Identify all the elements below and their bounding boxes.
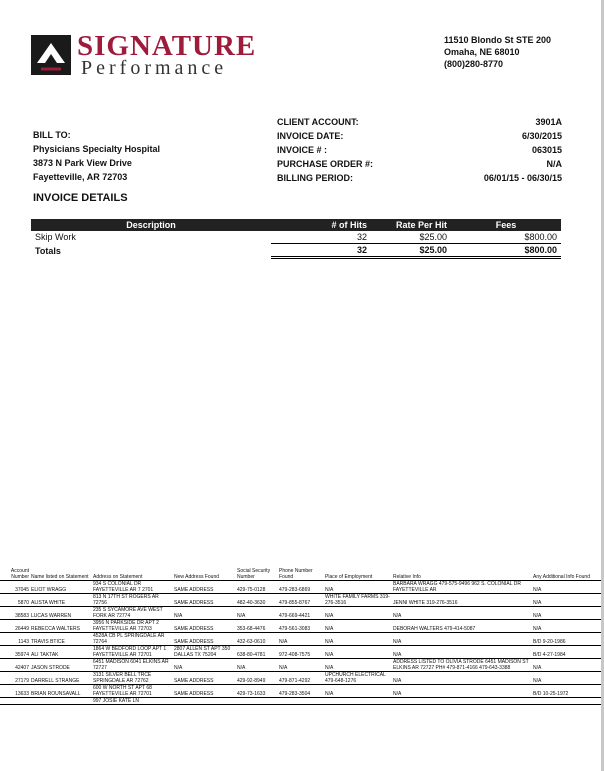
company-address-line1: 11510 Blondo St STE 200 (444, 35, 552, 45)
invoice-meta-values (484, 115, 562, 185)
table-cell: 3131 SILVER BELL TRCE SPRINGDALE AR 72762 (92, 672, 173, 685)
totals-fees: $800.00 (451, 244, 561, 258)
table-cell: DARRELL STRANGE (30, 672, 92, 685)
bill-to-block (33, 128, 160, 184)
table-cell: 479-871-4292 (278, 672, 324, 685)
table-cell: SAME ADDRESS (173, 633, 236, 646)
table-cell (324, 698, 392, 705)
table-cell: N/A (392, 646, 532, 659)
table-cell: N/A (324, 685, 392, 698)
table-cell: 38583 (0, 607, 30, 620)
table-cell: 432-63-0610 (236, 633, 278, 646)
table-cell: 1143 (0, 633, 30, 646)
table-cell: SAME ADDRESS (173, 685, 236, 698)
table-row (0, 607, 604, 620)
table-cell: N/A (173, 659, 236, 672)
totals-hits: 32 (271, 244, 371, 258)
table-cell: 27179 (0, 672, 30, 685)
table-cell: B/D 9-20-1986 (532, 633, 604, 646)
detail-header-row (0, 568, 604, 581)
meta-value: 6/30/2015 (521, 131, 562, 141)
table-cell: 813 N 17TH ST ROGERS AR 72756 (92, 594, 173, 607)
company-address (444, 34, 551, 70)
table-cell: N/A (392, 672, 532, 685)
rate-cell: $25.00 (419, 232, 447, 242)
table-cell: SAME ADDRESS (173, 594, 236, 607)
fees-cell: $800.00 (524, 232, 557, 242)
table-cell: N/A (324, 646, 392, 659)
table-cell: TRAVIS BTICE (30, 633, 92, 646)
table-cell (30, 698, 92, 705)
table-cell: N/A (236, 659, 278, 672)
table-row (0, 672, 604, 685)
table-cell: N/A (324, 581, 392, 594)
column-header: Relative Info (392, 568, 532, 581)
table-cell: 42407 (0, 659, 30, 672)
table-cell: SAME ADDRESS (173, 620, 236, 633)
table-cell: 1864 W BEDFORD LOOP APT 1 FAYETTEVILLE AR 72701 (92, 646, 173, 659)
table-cell (0, 698, 30, 705)
table-cell: SAME ADDRESS (173, 581, 236, 594)
company-address-line2: Omaha, NE 68010 (444, 47, 520, 57)
table-cell: 3956 N PARKSIDE DR APT 2 FAYETTEVILLE AR 72703 (92, 620, 173, 633)
table-row (0, 698, 604, 705)
table-cell: N/A (532, 672, 604, 685)
column-header: Account Number (0, 568, 30, 581)
table-cell: 26449 (0, 620, 30, 633)
table-cell: 479-283-3504 (278, 685, 324, 698)
table-cell: N/A (532, 607, 604, 620)
meta-label: CLIENT ACCOUNT: (277, 117, 359, 127)
meta-value: N/A (546, 159, 562, 169)
invoice-meta-labels (277, 115, 373, 185)
signature-logo-mark (31, 35, 71, 75)
column-header: Any Additional Info Found (532, 568, 604, 581)
meta-label: BILLING PERIOD: (277, 173, 353, 183)
table-cell: N/A (532, 659, 604, 672)
table-cell (236, 698, 278, 705)
table-cell: DEBORAH WALTERS 479-414-5087 (392, 620, 532, 633)
table-cell: REBECCA WALTERS (30, 620, 92, 633)
table-cell: 235 S SYCAMORE AVE WEST FORK AR 72774 (92, 607, 173, 620)
description-cell: Skip Work (35, 232, 76, 243)
company-logo (31, 30, 277, 81)
invoice-details-title: INVOICE DETAILS (33, 192, 128, 204)
table-cell: 482-40-3630 (236, 594, 278, 607)
column-header: Rate Per Hit (371, 219, 451, 231)
meta-label: PURCHASE ORDER #: (277, 159, 374, 169)
table-row (0, 581, 604, 594)
table-cell: B/D 4-27-1984 (532, 646, 604, 659)
table-row (0, 633, 604, 646)
table-cell: N/A (324, 633, 392, 646)
table-cell: 429-92-8949 (236, 672, 278, 685)
table-cell: 35974 (0, 646, 30, 659)
table-cell: 4528A CB PL SPRINGDALE AR 72764 (92, 633, 173, 646)
table-cell: BARBARA WRAGG 479-575-9496 962 S. COLONIAL DR FAYETTEVILLE AR (392, 581, 532, 594)
table-cell: 37045 (0, 581, 30, 594)
table-cell: B/D 10-25-1972 (532, 685, 604, 698)
column-header: # of Hits (271, 219, 371, 231)
table-cell: N/A (324, 659, 392, 672)
logo-text-performance: Performance (81, 57, 228, 79)
column-header: Description (31, 219, 271, 231)
table-row (0, 594, 604, 607)
table-cell: N/A (532, 581, 604, 594)
table-cell: 353-68-4476 (236, 620, 278, 633)
table-cell: 479-855-8767 (278, 594, 324, 607)
table-cell (532, 698, 604, 705)
table-row (0, 620, 604, 633)
meta-value: 06/01/15 - 06/30/15 (483, 173, 562, 183)
table-cell: LUCAS WARREN (30, 607, 92, 620)
table-cell: JASON STRODE (30, 659, 92, 672)
table-cell: BRIAN ROUNSAVALL (30, 685, 92, 698)
table-cell: 2807 ALLEN ST APT 350 DALLAS TX 75204 (173, 646, 236, 659)
table-cell: 5870 (0, 594, 30, 607)
invoice-line-row (31, 231, 561, 244)
table-cell: 638-80-4781 (236, 646, 278, 659)
table-cell: 429-75-0128 (236, 581, 278, 594)
invoice-table (31, 219, 561, 259)
table-cell: ALISTA WHITE (30, 594, 92, 607)
table-cell: N/A (392, 633, 532, 646)
table-cell: 600 W NORTH ST APT 68 FAYETTEVILLE AR 72701 (92, 685, 173, 698)
totals-rate: $25.00 (371, 244, 451, 258)
table-cell: 479-669-4421 (278, 607, 324, 620)
table-cell: N/A (278, 659, 324, 672)
table-cell (392, 698, 532, 705)
table-cell: 6451 MADISON 6041 ELKINS AR 72727 (92, 659, 173, 672)
table-cell: N/A (173, 607, 236, 620)
table-cell: 934 S COLONIAL DR FAYETTEVILLE AR 7 2701 (92, 581, 173, 594)
column-header: Name listed on Statement (30, 568, 92, 581)
table-cell: N/A (392, 607, 532, 620)
skip-detail-table (0, 568, 604, 705)
meta-label: INVOICE # : (277, 145, 328, 155)
logo-text-signature: SIGNATURE (77, 30, 257, 62)
table-cell: 479-561-3083 (278, 620, 324, 633)
table-cell: N/A (392, 685, 532, 698)
table-cell: N/A (324, 620, 392, 633)
bill-to-city: Fayetteville, AR 72703 (33, 172, 128, 182)
bill-to-name: Physicians Specialty Hospital (33, 144, 161, 154)
table-cell: N/A (278, 633, 324, 646)
bill-to-label: BILL TO: (33, 130, 71, 140)
table-cell (278, 698, 324, 705)
table-cell: UPCHURCH ELECTRICAL 479-648-1276 (324, 672, 392, 685)
table-cell: N/A (236, 607, 278, 620)
table-cell: N/A (324, 607, 392, 620)
column-header: Fees (451, 219, 561, 231)
table-cell: N/A (532, 594, 604, 607)
table-cell: 972-408-7575 (278, 646, 324, 659)
table-cell: ADDRESS LISTED TO OLIVIA STRODE 6451 MADISON ST ELKINS AR 72727 PH# 479-871-4166 479-643-3388 (392, 659, 532, 672)
table-cell: WHITE FAMILY FARMS 319-276-3516 (324, 594, 392, 607)
table-cell (173, 698, 236, 705)
meta-value: 3901A (535, 117, 562, 127)
table-row (0, 659, 604, 672)
table-row (0, 685, 604, 698)
table-row (0, 646, 604, 659)
table-cell: 479-283-6869 (278, 581, 324, 594)
table-cell: ELIOT WRAGG (30, 581, 92, 594)
column-header: Address on Statement (92, 568, 173, 581)
table-cell: 429-73-1633 (236, 685, 278, 698)
totals-label: Totals (35, 245, 61, 256)
column-header: Phone Number Found (278, 568, 324, 581)
table-cell: N/A (532, 620, 604, 633)
meta-value: 063015 (531, 145, 562, 155)
column-header: New Address Found (173, 568, 236, 581)
meta-label: INVOICE DATE: (277, 131, 344, 141)
invoice-totals-row (31, 244, 561, 258)
table-cell: ALI TAKTAK (30, 646, 92, 659)
column-header: Social Security Number (236, 568, 278, 581)
table-cell: 13633 (0, 685, 30, 698)
table-cell: 997 JOSIE KATE LN (92, 698, 173, 705)
table-cell: JENNI WHITE 319-276-3516 (392, 594, 532, 607)
company-phone: (800)280-8770 (444, 59, 504, 69)
bill-to-street: 3873 N Park View Drive (33, 158, 132, 168)
column-header: Place of Employment (324, 568, 392, 581)
hits-cell: 32 (356, 232, 367, 242)
invoice-table-header (31, 219, 561, 231)
table-cell: SAME ADDRESS (173, 672, 236, 685)
